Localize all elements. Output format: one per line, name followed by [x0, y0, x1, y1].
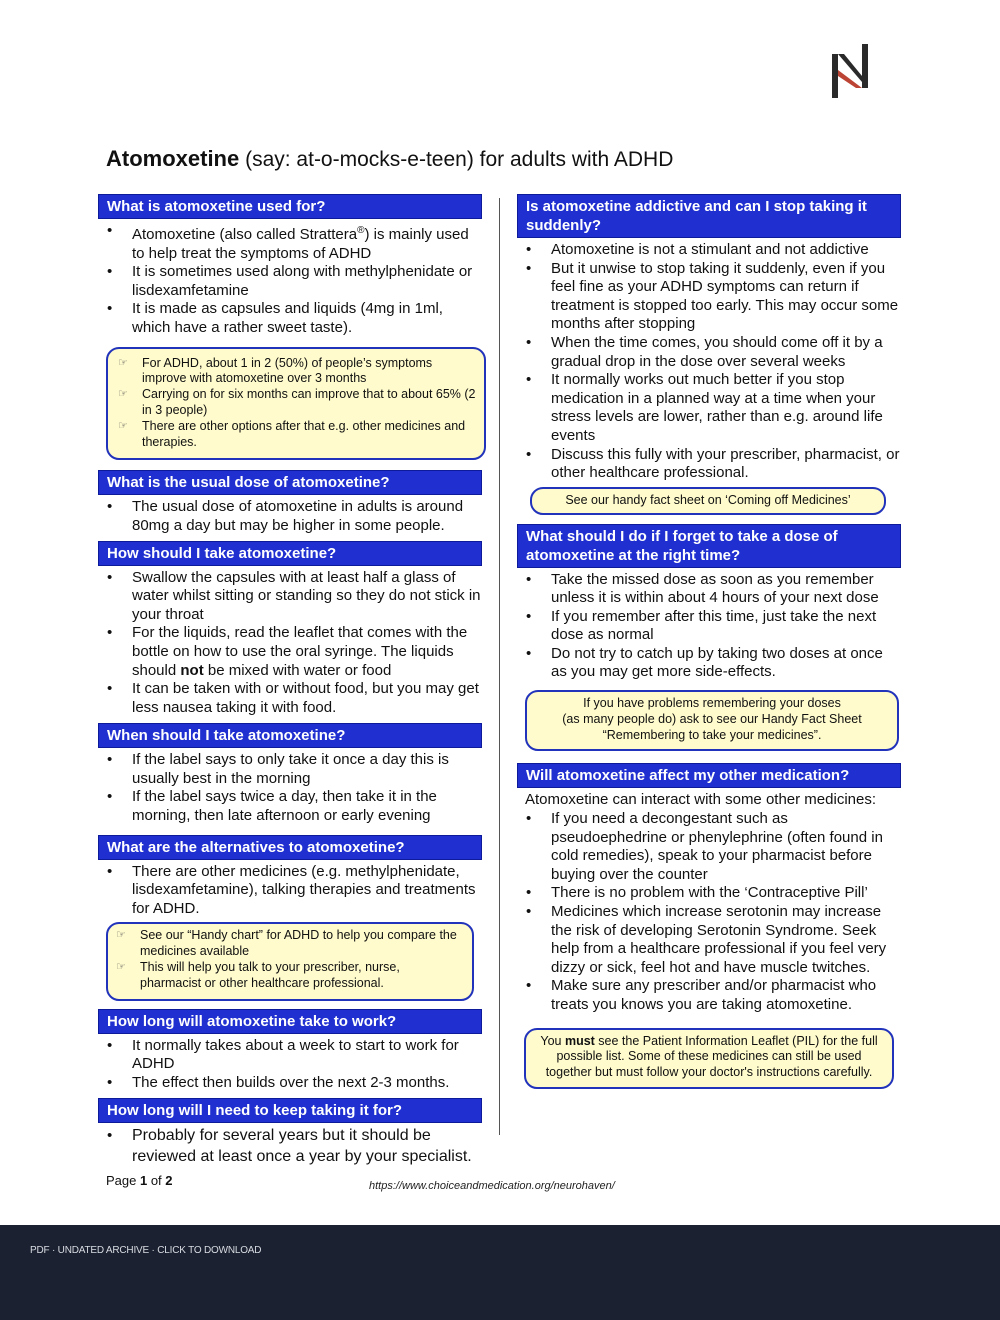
section-heading-missed-dose: What should I do if I forget to take a dose of atomoxetine at the right time?	[517, 524, 901, 568]
footer-url[interactable]: https://www.choiceandmedication.org/neurohaven/	[369, 1180, 615, 1192]
list-item: • It normally works out much better if you stop medication in a planned way at a time when your stress levels are lower, rather than e.g. around life events	[517, 371, 901, 445]
how-long-list	[98, 1123, 482, 1167]
list-item: • There are other medicines (e.g. methylphenidate, lisdexamfetamine), talking therapies and treatments for ADHD.	[98, 863, 482, 919]
list-item: • Probably for several years but it should be reviewed at least once a year by your specialist.	[98, 1126, 482, 1167]
section-heading-addictive: Is atomoxetine addictive and can I stop taking it suddenly?	[517, 194, 901, 238]
list-item: • There is no problem with the ‘Contraceptive Pill’	[517, 884, 901, 903]
list-item: • It is made as capsules and liquids (4mg in 1ml, which have a rather sweet taste).	[98, 300, 482, 337]
download-bar-label[interactable]: PDF · UNDATED ARCHIVE · CLICK TO DOWNLOAD	[30, 1245, 262, 1256]
interactions-list	[517, 810, 901, 1015]
list-item: • Discuss this fully with your prescriber, pharmacist, or other healthcare professional.	[517, 446, 901, 483]
list-item: • It normally takes about a week to start to work for ADHD	[98, 1037, 482, 1074]
when-take-list	[98, 748, 482, 825]
info-callout-handy-chart	[106, 922, 474, 1000]
section-heading-how-take: How should I take atomoxetine?	[98, 541, 482, 566]
neurohaven-logo	[828, 44, 872, 100]
download-bar[interactable]	[0, 1225, 1000, 1320]
dose-list	[98, 495, 482, 535]
callout-item: ☞ There are other options after that e.g. other medicines and therapies.	[110, 419, 476, 451]
callout-item: ☞ This will help you talk to your prescriber, nurse, pharmacist or other healthcare professional.	[108, 960, 464, 992]
section-heading-used-for: What is atomoxetine used for?	[98, 194, 482, 219]
alternatives-list	[98, 860, 482, 919]
list-item: • Medicines which increase serotonin may increase the risk of developing Serotonin Syndrome. Seek help from a healthcare professional if you feel very dizzy or sick, feel hot and have muscle twitches.	[517, 903, 901, 977]
callout-item: ☞ See our “Handy chart” for ADHD to help you compare the medicines available	[108, 928, 464, 960]
list-item: • Atomoxetine is not a stimulant and not addictive	[517, 241, 901, 260]
list-item: • Take the missed dose as soon as you remember unless it is within about 4 hours of your next dose	[517, 571, 901, 608]
section-heading-when-take: When should I take atomoxetine?	[98, 723, 482, 748]
section-heading-dose: What is the usual dose of atomoxetine?	[98, 470, 482, 495]
time-to-work-list	[98, 1034, 482, 1093]
section-heading-how-long: How long will I need to keep taking it for?	[98, 1098, 482, 1123]
how-take-list	[98, 566, 482, 718]
section-heading-interactions: Will atomoxetine affect my other medication?	[517, 763, 901, 788]
info-callout-pil: You must see the Patient Information Leaflet (PIL) for the full possible list. Some of these medicines can still be used together but must follow your doctor's instructions carefully.	[524, 1028, 894, 1089]
info-callout-remembering: If you have problems remembering your doses (as many people do) ask to see our Handy Fact Sheet “Remembering to take your medicines”.	[525, 690, 899, 751]
list-item: • Swallow the capsules with at least half a glass of water whilst sitting or standing so they do not stick in your throat	[98, 569, 482, 625]
list-item: • The usual dose of atomoxetine in adults is around 80mg a day but may be higher in some people.	[98, 498, 482, 535]
list-item: • Atomoxetine (also called Strattera®) is mainly used to help treat the symptoms of ADHD	[98, 222, 482, 263]
list-item: • It can be taken with or without food, but you may get less nausea taking it with food.	[98, 680, 482, 717]
list-item: • If the label says twice a day, then take it in the morning, then late afternoon or early evening	[98, 788, 482, 825]
page-number: Page 1 of 2	[106, 1173, 173, 1188]
missed-dose-list	[517, 568, 901, 683]
list-item: • If you remember after this time, just take the next dose as normal	[517, 608, 901, 645]
title-drug-name: Atomoxetine	[106, 146, 240, 171]
column-divider	[499, 198, 500, 1135]
list-item: • It is sometimes used along with methylphenidate or lisdexamfetamine	[98, 263, 482, 300]
list-item: • When the time comes, you should come off it by a gradual drop in the dose over several weeks	[517, 334, 901, 371]
left-column	[98, 194, 482, 1167]
used-for-list	[98, 219, 482, 338]
list-item: • If you need a decongestant such as pseudoephedrine or phenylephrine (often found in cold remedies), speak to your pharmacist before buying over the counter	[517, 810, 901, 884]
page-title	[106, 146, 673, 172]
info-callout-efficacy	[106, 347, 486, 461]
list-item: • For the liquids, read the leaflet that comes with the bottle on how to use the oral syringe. The liquids should not be mixed with water or food	[98, 624, 482, 680]
info-callout-coming-off: See our handy fact sheet on ‘Coming off Medicines’	[530, 487, 886, 515]
right-column	[517, 194, 901, 1089]
section-heading-alternatives: What are the alternatives to atomoxetine?	[98, 835, 482, 860]
callout-item: ☞ Carrying on for six months can improve that to about 65% (2 in 3 people)	[110, 387, 476, 419]
list-item: • Do not try to catch up by taking two doses at once as you may get more side-effects.	[517, 645, 901, 682]
list-item: • But it unwise to stop taking it suddenly, even if you feel fine as your ADHD symptoms can return if treatment is stopped too early. This may occur some months after stopping	[517, 260, 901, 334]
title-rest: (say: at-o-mocks-e-teen) for adults with ADHD	[239, 148, 674, 171]
addictive-list	[517, 238, 901, 483]
section-heading-time-to-work: How long will atomoxetine take to work?	[98, 1009, 482, 1034]
callout-item: ☞ For ADHD, about 1 in 2 (50%) of people’s symptoms improve with atomoxetine over 3 months	[110, 356, 476, 388]
list-item: • Make sure any prescriber and/or pharmacist who treats you knows you are taking atomoxetine.	[517, 977, 901, 1014]
list-item: • If the label says to only take it once a day this is usually best in the morning	[98, 751, 482, 788]
interactions-intro: Atomoxetine can interact with some other medicines:	[525, 791, 876, 809]
list-item: • The effect then builds over the next 2-3 months.	[98, 1074, 482, 1093]
